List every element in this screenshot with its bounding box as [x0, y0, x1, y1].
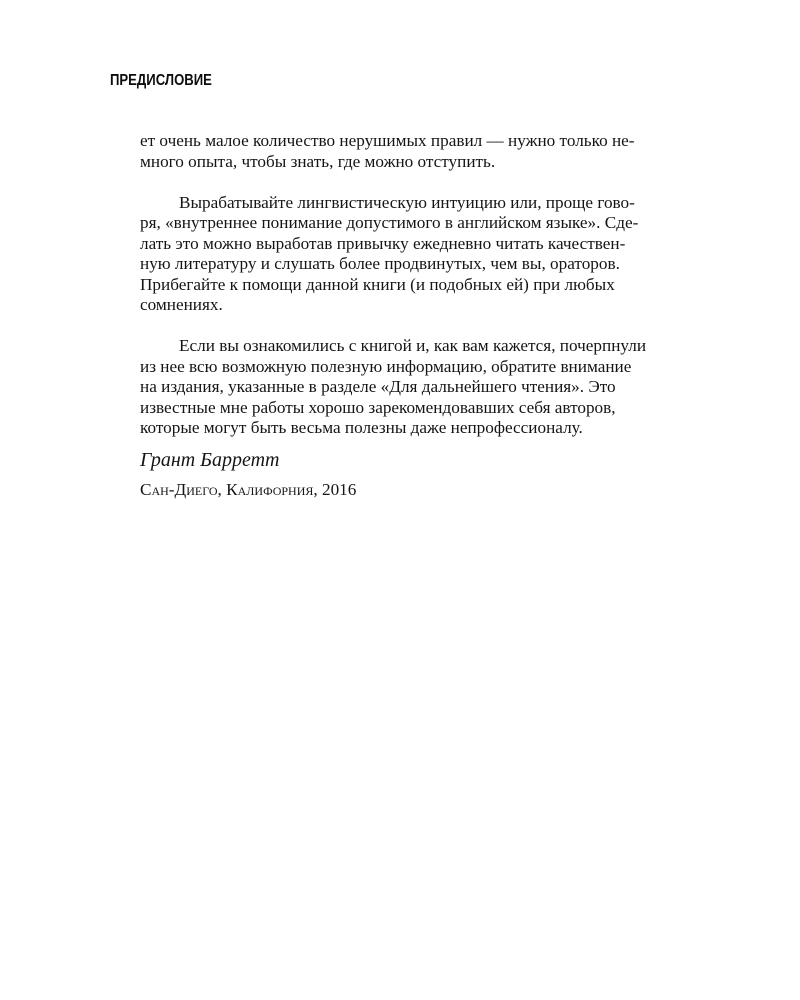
text-line: ную литературу и слушать более продвинутых, чем вы, ораторов.: [140, 254, 620, 273]
text-line: ря, «внутреннее понимание допустимого в английском языке». Сде-: [140, 213, 639, 232]
author-signature: Грант Барретт: [140, 449, 280, 471]
text-line: Вырабатывайте лингвистическую интуицию или, проще гово-: [179, 192, 635, 212]
text-line: много опыта, чтобы знать, где можно отступить.: [140, 151, 496, 171]
text-line: лать это можно выработав привычку ежедневно читать качествен-: [140, 233, 626, 253]
paragraph-1: [140, 131, 676, 172]
text-line: из нее всю возможную полезную информацию, обратите внимание: [140, 356, 632, 376]
text-line: Прибегайте к помощи данной книги (и подобных ей) при любых: [140, 274, 615, 294]
text-line: ет очень малое количество нерушимых правил — нужно только не-: [140, 131, 635, 150]
running-header-title: ПРЕДИСЛОВИЕ: [110, 72, 212, 89]
text-line: Если вы ознакомились с книгой и, как вам кажется, почерпнули: [179, 336, 647, 355]
text-line: сомнениях.: [140, 295, 223, 314]
place-and-date: Сан-Диего, Калифорния, 2016: [140, 480, 357, 499]
paragraph-3: [140, 336, 676, 439]
text-line: известные мне работы хорошо зарекомендовавших себя авторов,: [140, 397, 616, 417]
text-line: которые могут быть весьма полезны даже непрофессионалу.: [140, 418, 583, 437]
paragraph-2: [140, 193, 676, 316]
body-text: [140, 131, 676, 459]
text-line: на издания, указанные в разделе «Для дальнейшего чтения». Это: [140, 377, 616, 396]
